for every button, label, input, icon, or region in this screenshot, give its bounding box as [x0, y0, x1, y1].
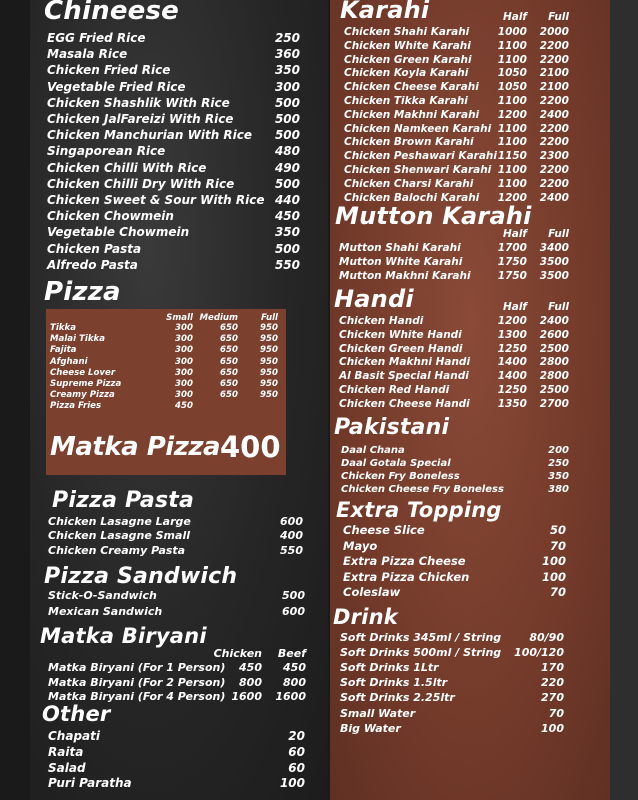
item-name: Chicken Handi	[339, 315, 424, 327]
matka-pizza-label: Matka Pizza	[50, 432, 221, 462]
item-price: 100/120	[514, 646, 564, 660]
item-name: Chicken Koyla Karahi	[344, 67, 469, 80]
item-name: Soft Drinks 1Ltr	[340, 661, 439, 675]
item-price: 2200	[539, 177, 569, 190]
item-name: Malai Tikka	[50, 334, 106, 345]
item-price: 650	[220, 390, 238, 401]
extra-topping-heading: Extra Topping	[336, 498, 502, 522]
item-price: 380	[548, 484, 569, 496]
item-price: 220	[541, 676, 564, 690]
item-price: 70	[549, 538, 566, 553]
item-name: Extra Pizza Chicken	[343, 569, 470, 584]
handi-heading: Handi	[334, 285, 414, 313]
item-name: Chicken Cheese Fry Boneless	[341, 484, 504, 496]
item-price: 800	[239, 675, 262, 689]
mutton_karahi-header-full: Full	[548, 228, 569, 240]
item-price: 2100	[539, 81, 569, 94]
item-price: 350	[274, 225, 300, 240]
item-price: 1150	[497, 150, 527, 163]
item-name: Chicken JalFareizi With Rice	[47, 112, 234, 126]
item-name: Chicken Shahi Karahi	[344, 26, 470, 38]
item-price: 20	[288, 729, 305, 743]
pizza-header-full: Full	[260, 313, 278, 323]
item-name: Cheese Slice	[343, 523, 425, 537]
item-price: 100	[279, 776, 305, 791]
item-name: Salad	[48, 760, 86, 775]
item-price: 600	[282, 604, 305, 618]
item-price: 2100	[539, 67, 569, 80]
drink-row	[0, 691, 638, 707]
item-name: Coleslaw	[343, 585, 401, 600]
item-name: Tikka	[50, 323, 77, 333]
drink-row	[0, 676, 638, 692]
item-price: 480	[274, 144, 300, 159]
item-price: 3500	[539, 256, 569, 269]
item-price: 600	[280, 515, 303, 528]
item-name: Chicken Green Handi	[339, 342, 463, 355]
item-price: 1050	[497, 67, 527, 80]
item-price: 80/90	[529, 631, 564, 644]
item-price: 2700	[539, 397, 569, 410]
item-price: 1100	[497, 136, 527, 149]
item-price: 2500	[539, 342, 569, 355]
item-price: 2400	[539, 108, 569, 121]
item-name: Extra Pizza Cheese	[343, 554, 466, 569]
item-name: Chicken Shenwari Karahi	[344, 164, 492, 176]
item-name: Mayo	[343, 538, 378, 553]
item-name: Chicken Cheese Karahi	[344, 81, 479, 94]
item-price: 350	[274, 63, 300, 78]
item-price: 3500	[539, 270, 569, 283]
item-price: 500	[274, 241, 300, 256]
item-name: Soft Drinks 2.25ltr	[340, 691, 455, 705]
extra_topping-row	[0, 585, 638, 601]
item-price: 300	[175, 334, 193, 345]
item-price: 100	[541, 554, 566, 569]
item-name: Chicken Peshawari Karahi	[344, 150, 497, 163]
item-name: Soft Drinks 345ml / String	[340, 631, 502, 644]
item-name: Matka Biryani (For 2 Person)	[48, 675, 226, 689]
item-name: Chicken White Karahi	[344, 39, 471, 52]
item-price: 1350	[497, 397, 527, 410]
item-price: 450	[274, 209, 300, 224]
item-price: 2200	[539, 122, 569, 135]
item-price: 650	[220, 367, 238, 378]
item-price: 300	[175, 345, 193, 356]
item-price: 1400	[497, 370, 527, 383]
item-price: 2200	[539, 53, 569, 66]
pizza-header-small: Small	[166, 313, 193, 323]
item-price: 650	[220, 356, 238, 367]
item-price: 350	[548, 471, 569, 483]
extra_topping-row	[0, 523, 638, 539]
item-name: Matka Biryani (For 4 Person)	[48, 690, 226, 704]
item-price: 400	[280, 529, 303, 543]
item-price: 950	[260, 379, 278, 389]
pizza-heading: Pizza	[44, 277, 121, 307]
matka_biryani-header-beef: Beef	[277, 647, 306, 660]
item-price: 2000	[539, 26, 569, 38]
matka-biryani-heading: Matka Biryani	[40, 624, 207, 648]
item-price: 2300	[539, 150, 569, 163]
item-price: 1200	[497, 315, 527, 327]
item-name: Fajita	[50, 345, 77, 356]
other-row	[0, 761, 638, 777]
item-price: 500	[274, 112, 300, 126]
item-name: Singaporean Rice	[47, 144, 166, 159]
item-price: 2500	[539, 384, 569, 396]
item-price: 100	[541, 569, 566, 584]
item-name: Masala Rice	[47, 47, 128, 62]
mutton_karahi-header-half: Half	[502, 228, 527, 240]
item-price: 200	[548, 445, 569, 456]
item-price: 1600	[231, 690, 262, 704]
pizza-pasta-heading: Pizza Pasta	[52, 488, 194, 513]
item-price: 270	[541, 691, 564, 705]
item-price: 300	[175, 323, 193, 333]
handi-row	[0, 398, 638, 414]
item-name: Big Water	[340, 721, 401, 735]
item-name: Afghani	[50, 356, 88, 367]
item-name: Chicken Brown Karahi	[344, 136, 474, 149]
item-name: Mexican Sandwich	[48, 604, 163, 618]
item-price: 2200	[539, 39, 569, 52]
item-price: 450	[283, 661, 306, 674]
item-name: Cheese Lover	[50, 367, 116, 378]
item-name: Chicken Charsi Karahi	[344, 177, 474, 190]
item-price: 500	[274, 176, 300, 191]
item-name: Chicken Chowmein	[47, 209, 174, 224]
item-price: 1200	[497, 191, 527, 204]
item-price: 2800	[539, 356, 569, 369]
pakistani-row	[0, 484, 638, 500]
extra_topping-row	[0, 554, 638, 570]
item-price: 1100	[497, 164, 527, 176]
item-price: 300	[274, 79, 300, 94]
item-price: 2600	[539, 328, 569, 341]
karahi-header-half: Half	[502, 11, 527, 23]
item-price: 1000	[497, 26, 527, 38]
item-price: 2200	[539, 164, 569, 176]
item-price: 2200	[539, 95, 569, 107]
chineese-row	[0, 209, 638, 225]
item-price: 1300	[497, 328, 527, 341]
mutton-karahi-heading: Mutton Karahi	[335, 202, 532, 230]
item-name: Mutton White Karahi	[339, 256, 463, 269]
item-price: 100	[541, 721, 564, 735]
item-price: 1750	[497, 256, 527, 269]
item-price: 440	[274, 193, 300, 207]
item-price: 550	[274, 257, 300, 272]
karahi-header-full: Full	[548, 11, 569, 23]
item-name: Chicken Green Karahi	[344, 53, 472, 66]
item-name: Chicken Chilli Dry With Rice	[47, 176, 235, 191]
item-price: 300	[175, 367, 193, 378]
item-name: Chicken Lasagne Small	[48, 529, 190, 543]
other-row	[0, 776, 638, 792]
item-price: 500	[274, 95, 300, 110]
item-name: Daal Chana	[341, 445, 405, 456]
item-name: Supreme Pizza	[50, 379, 122, 389]
item-price: 500	[274, 128, 300, 143]
item-name: Chicken Pasta	[47, 241, 142, 256]
item-name: Chapati	[48, 729, 100, 743]
item-price: 650	[220, 334, 238, 345]
item-price: 1050	[497, 81, 527, 94]
item-price: 500	[282, 589, 305, 602]
item-name: Chicken Namkeen Karahi	[344, 122, 492, 135]
item-name: Chicken Cheese Handi	[339, 397, 470, 410]
drink-row	[0, 661, 638, 677]
item-price: 3400	[539, 242, 569, 254]
item-price: 70	[548, 706, 564, 720]
item-name: Chicken Balochi Karahi	[344, 191, 480, 204]
item-name: Vegetable Fried Rice	[47, 79, 186, 94]
item-price: 950	[260, 334, 278, 345]
chineese-row	[0, 225, 638, 241]
item-price: 1100	[497, 95, 527, 107]
item-name: Chicken White Handi	[339, 328, 462, 341]
item-price: 1100	[497, 53, 527, 66]
matka_biryani-header-chicken: Chicken	[213, 647, 262, 660]
item-name: Chicken Fried Rice	[47, 63, 171, 78]
item-name: Vegetable Chowmein	[47, 225, 190, 240]
item-price: 650	[220, 323, 238, 333]
item-price: 60	[288, 744, 305, 759]
item-price: 650	[220, 345, 238, 356]
other-heading: Other	[42, 702, 111, 726]
item-price: 2800	[539, 370, 569, 383]
item-price: 50	[549, 523, 566, 537]
item-price: 450	[239, 661, 262, 674]
item-price: 950	[260, 367, 278, 378]
drink-row	[0, 631, 638, 647]
handi-header-half: Half	[502, 301, 527, 313]
item-price: 360	[274, 47, 300, 62]
item-price: 300	[175, 379, 193, 389]
item-price: 250	[274, 31, 300, 45]
item-name: Alfredo Pasta	[47, 257, 138, 272]
item-name: Soft Drinks 500ml / String	[340, 646, 502, 660]
item-name: Chicken Shashlik With Rice	[47, 95, 230, 110]
item-price: 300	[175, 390, 193, 401]
item-name: Creamy Pizza	[50, 390, 115, 401]
pizza-sandwich-heading: Pizza Sandwich	[44, 564, 238, 589]
other-row	[0, 745, 638, 761]
item-name: Pizza Fries	[50, 401, 102, 412]
item-price: 250	[548, 458, 569, 470]
item-price: 2400	[539, 191, 569, 204]
item-name: Matka Biryani (For 1 Person)	[48, 661, 226, 674]
matka-pizza-price: 400	[220, 430, 281, 464]
item-name: Chicken Tikka Karahi	[344, 95, 468, 107]
item-price: 1100	[497, 122, 527, 135]
item-name: Chicken Chilli With Rice	[47, 160, 207, 175]
drink-row	[0, 722, 638, 738]
extra_topping-row	[0, 570, 638, 586]
chineese-heading: Chineese	[44, 0, 179, 26]
handi-header-full: Full	[548, 301, 569, 313]
item-price: 2400	[539, 315, 569, 327]
item-name: Chicken Makhni Karahi	[344, 108, 480, 121]
item-price: 1200	[497, 108, 527, 121]
item-price: 950	[260, 345, 278, 356]
item-name: Chicken Fry Boneless	[341, 471, 460, 483]
item-name: Chicken Manchurian With Rice	[47, 128, 253, 143]
item-price: 450	[175, 401, 193, 412]
item-name: Mutton Shahi Karahi	[339, 242, 461, 254]
mutton_karahi-row	[0, 270, 638, 286]
pizza-header-medium: Medium	[199, 313, 238, 323]
item-name: Chicken Creamy Pasta	[48, 543, 186, 557]
item-price: 2200	[539, 136, 569, 149]
item-price: 60	[288, 760, 305, 775]
item-price: 1100	[497, 39, 527, 52]
item-name: Daal Gotala Special	[341, 458, 451, 470]
item-price: 1250	[497, 342, 527, 355]
item-name: Chicken Makhni Handi	[339, 356, 471, 369]
item-price: 800	[283, 675, 306, 689]
item-price: 170	[541, 661, 564, 675]
item-name: Stick-O-Sandwich	[48, 589, 157, 602]
item-name: EGG Fried Rice	[47, 31, 146, 45]
item-price: 1600	[275, 690, 306, 704]
item-name: Puri Paratha	[48, 776, 132, 791]
item-name: Chicken Lasagne Large	[48, 515, 191, 528]
item-name: Chicken Red Handi	[339, 384, 450, 396]
item-name: Soft Drinks 1.5ltr	[340, 676, 448, 690]
item-name: Small Water	[340, 706, 416, 720]
item-price: 1100	[497, 177, 527, 190]
item-price: 490	[274, 160, 300, 175]
item-name: Mutton Makhni Karahi	[339, 270, 471, 283]
extra_topping-row	[0, 539, 638, 555]
drink-heading: Drink	[333, 605, 398, 629]
karahi-heading: Karahi	[340, 0, 430, 24]
item-name: Raita	[48, 744, 84, 759]
item-price: 1250	[497, 384, 527, 396]
item-name: Chicken Sweet & Sour With Rice	[47, 193, 265, 207]
drink-row	[0, 707, 638, 723]
item-price: 1400	[497, 356, 527, 369]
item-price: 300	[175, 356, 193, 367]
pizza_sandwich-row	[0, 605, 638, 621]
item-price: 1750	[497, 270, 527, 283]
karahi-row	[0, 192, 638, 208]
item-price: 950	[260, 323, 278, 333]
item-price: 950	[260, 356, 278, 367]
item-price: 550	[280, 543, 303, 557]
item-price: 70	[549, 585, 566, 600]
item-name: Al Basit Special Handi	[339, 370, 469, 383]
pakistani-heading: Pakistani	[334, 415, 450, 440]
item-price: 950	[260, 390, 278, 401]
drink-row	[0, 646, 638, 662]
item-price: 1700	[497, 242, 527, 254]
item-price: 650	[220, 379, 238, 389]
